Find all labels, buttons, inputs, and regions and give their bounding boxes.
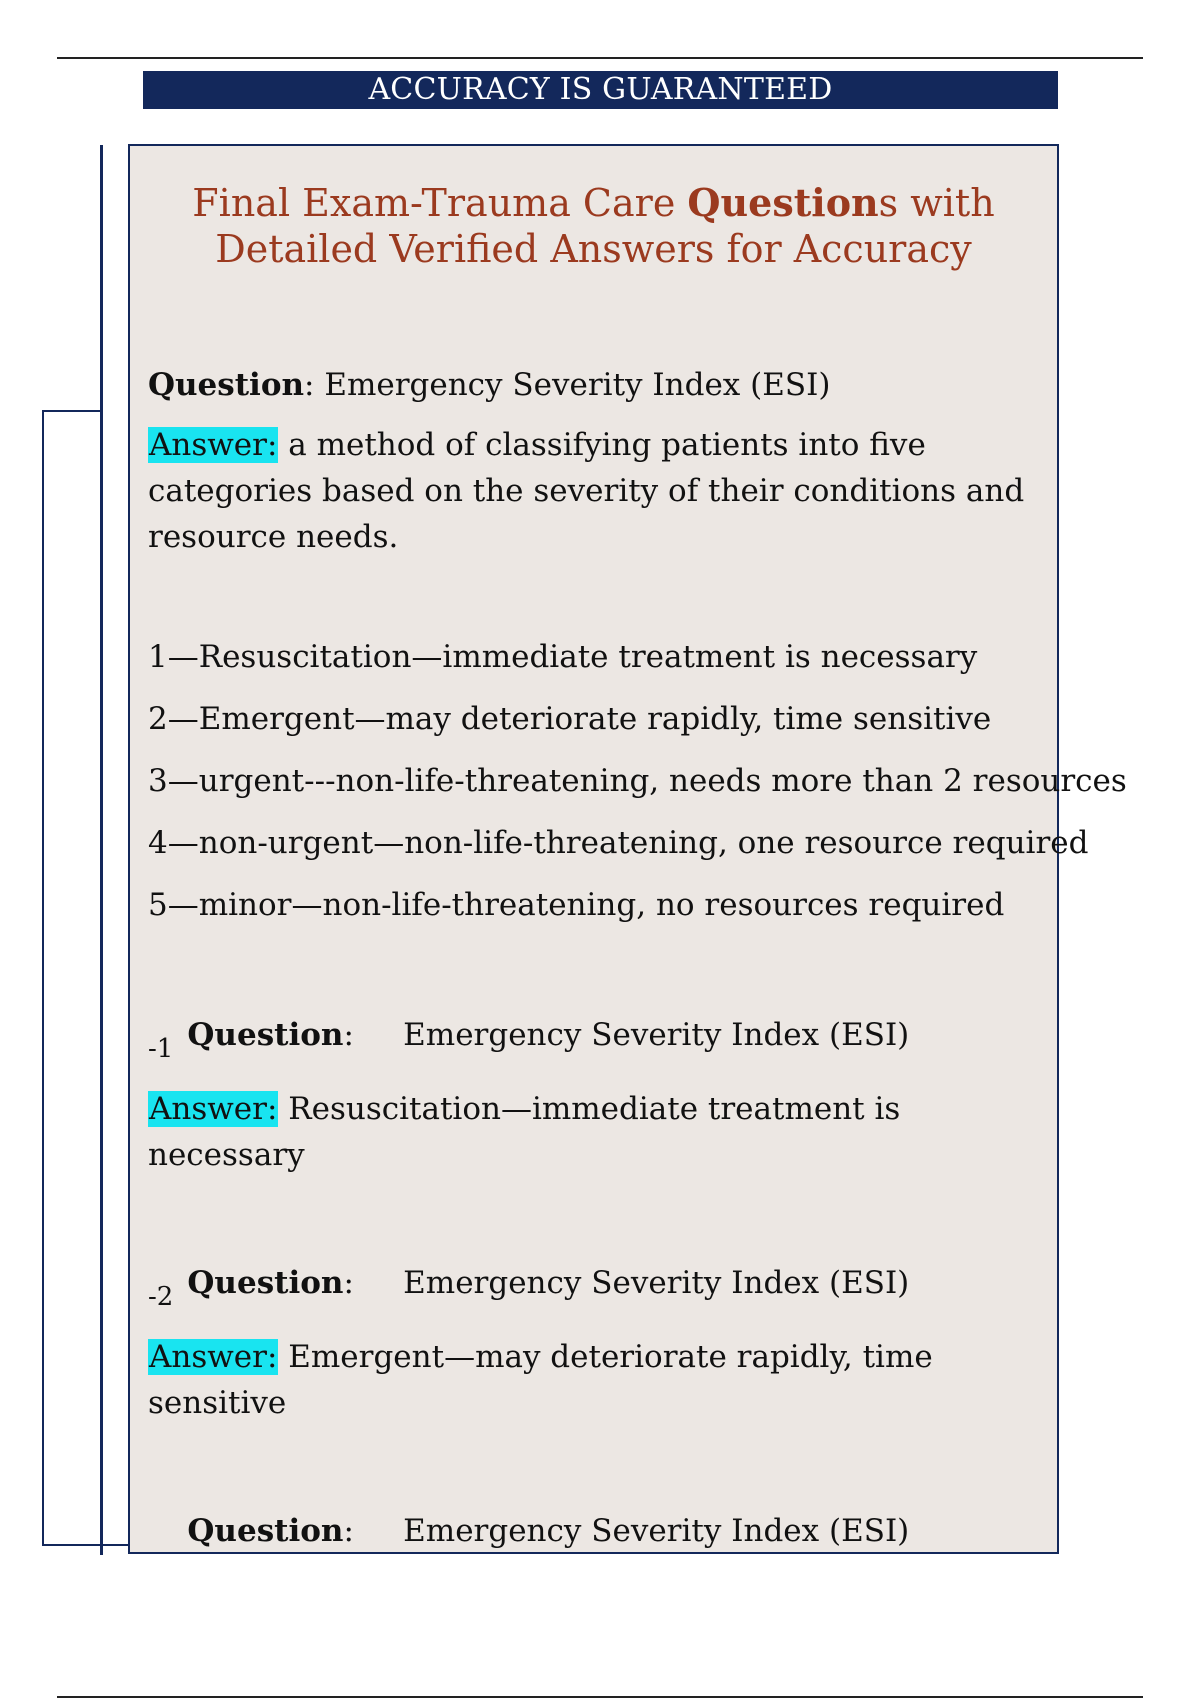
question-text: : Emergency Severity Index (ESI) [343, 1265, 910, 1301]
question-label: Question [187, 1017, 344, 1053]
document-title [130, 180, 1057, 272]
bracket-line-vertical-inner [100, 145, 103, 1555]
answer-label: Answer: [149, 1339, 278, 1375]
answer-text: Resuscitation—immediate treatment is necessary [148, 1091, 901, 1173]
content-card [128, 144, 1127, 1554]
question-2-number: -1 [148, 1034, 174, 1064]
question-label: Question [187, 1513, 344, 1549]
question-text: : Emergency Severity Index (ESI) [343, 1513, 910, 1549]
answer-1 [148, 422, 1043, 560]
title-part-1: Final Exam-Trauma Care [192, 181, 688, 225]
bracket-line-top [42, 410, 102, 412]
answer-text: a method of classifying patients into five categories based on the severity of their conditions and resource needs. [148, 427, 1025, 555]
title-line-1 [130, 180, 1057, 226]
esi-level-4: 4—non-urgent—non-life-threatening, one resource required [148, 825, 1089, 861]
answer-label: Answer: [149, 1091, 278, 1127]
title-bold-word: Question [687, 180, 879, 225]
esi-level-list [148, 626, 1127, 936]
esi-level-1: 1—Resuscitation—immediate treatment is necessary [148, 639, 978, 675]
accuracy-banner: ACCURACY IS GUARANTEED [143, 71, 1058, 109]
answer-2 [148, 1086, 1043, 1178]
bottom-rule [57, 1696, 1143, 1698]
question-3-number: -2 [148, 1282, 174, 1312]
answer-label: Answer: [149, 427, 278, 463]
esi-level-5: 5—minor—non-life-threatening, no resources required [148, 887, 1005, 923]
title-part-2: s with [878, 181, 995, 225]
answer-3 [148, 1334, 1043, 1426]
question-text: : Emergency Severity Index (ESI) [343, 1017, 910, 1053]
top-rule [57, 57, 1143, 59]
question-label: Question [187, 1265, 344, 1301]
question-1 [148, 362, 1043, 408]
esi-level-2: 2—Emergent—may deteriorate rapidly, time sensitive [148, 701, 992, 737]
answer-text: Emergent—may deteriorate rapidly, time sensitive [148, 1339, 933, 1421]
esi-level-3: 3—urgent---non-life-threatening, needs more than 2 resources [148, 763, 1127, 799]
title-line-2: Detailed Verified Answers for Accuracy [215, 227, 972, 271]
question-label: Question [148, 367, 305, 403]
question-4 [148, 1462, 1043, 1600]
question-text: : Emergency Severity Index (ESI) [304, 367, 831, 403]
bracket-line-vertical-outer [42, 410, 44, 1546]
